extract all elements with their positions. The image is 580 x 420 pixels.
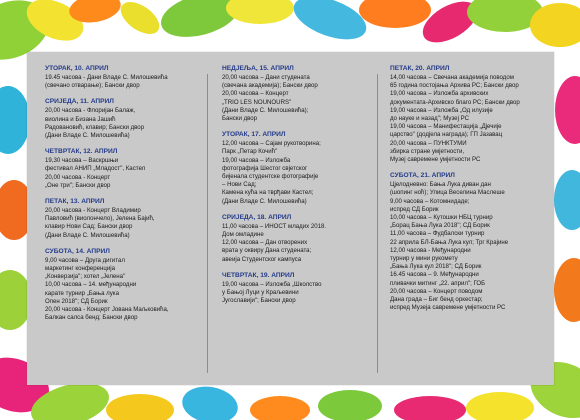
day-title: УТОРАК, 10. АПРИЛ — [45, 65, 109, 72]
event-line: 22 априла БЛ-Бања Лука кул; Трг Крајине — [390, 238, 509, 246]
event-line: фестивал АНИП „Младост", Кастел — [45, 165, 146, 173]
event-line: Музеј савремене умјетности РС — [390, 156, 481, 164]
event-line: документата-Архивско благо РС; Бански двор — [390, 98, 520, 106]
day-block — [390, 64, 550, 164]
event-line: карате турнир „Бања лука — [45, 289, 119, 297]
day-title: ЧЕТВРТАК, 12. АПРИЛ — [45, 148, 118, 156]
event-line: 9,00 часова – Друга дигитал — [45, 256, 125, 264]
event-line: 20,00 часова - Концерт Јована Маљковића, — [45, 306, 169, 314]
event-line: 10,00 часова – 14. међународни — [45, 281, 137, 289]
event-line: 10,00 часова – Кутошки НБЦ турнир — [390, 214, 493, 222]
event-line: виолина и Бизана Јашић — [45, 115, 116, 123]
event-line: испред СД Борик — [390, 205, 439, 213]
day-title: ЧЕТВРТАК, 19. АПРИЛ — [222, 271, 295, 279]
event-line: 12,00 часова - Међународни — [390, 246, 471, 254]
event-line: клавир Нови Сад; Бански двор — [45, 223, 133, 231]
event-line: (свечана академија); Бански двор — [222, 82, 318, 90]
day-block — [45, 197, 195, 240]
event-line: 20,00 часова – Концерт поводом — [390, 287, 483, 295]
day-block — [222, 64, 372, 123]
day-title: ПЕТАК, 13. АПРИЛ — [45, 198, 105, 206]
event-line: 12,00 часова – Сајам рукотворина; — [222, 140, 321, 148]
event-line: Дана града – Биг бенд оркестар; — [390, 296, 483, 304]
day-title: ПЕТАК, 20. АПРИЛ — [390, 65, 450, 72]
event-line: (шопинг ноћ); Улица Веселина Маслеше — [390, 189, 505, 197]
day-block — [390, 171, 550, 312]
column-divider — [207, 74, 208, 373]
day-title: НЕДЈЕЉА, 15. АПРИЛ — [222, 65, 294, 72]
event-line: пливачки митинг „22. април"; ГОБ — [390, 279, 486, 287]
event-line: збирка стране умјетности, — [390, 147, 465, 155]
event-line: Балкан салса бенд; Бански двор — [45, 314, 138, 322]
event-line: бијенала студентске фотографије — [222, 173, 319, 181]
event-line: 20,00 часова - Флоријан Балаж, — [45, 107, 136, 115]
event-line: 20,00 часова – ПУНКТУМИ — [390, 139, 467, 147]
event-line: „Оне три"; Бански двор — [45, 181, 111, 189]
event-line: 16.45 часова – 9. Међународни — [390, 271, 479, 279]
event-line: Дом омладине — [222, 231, 264, 239]
day-block — [222, 130, 372, 206]
event-line: 19,30 часова – Васкршњи — [45, 157, 119, 165]
event-line: 11,00 часова – Фудбалски турнир — [390, 230, 485, 238]
event-line: фотографија Шестог свјетског — [222, 164, 308, 172]
event-line: 9,00 часова – Котомнидаде; — [390, 197, 470, 205]
event-line: 19,00 часова – Изложба — [222, 156, 291, 164]
event-line: 20,00 часова - Концерт Владимир — [45, 207, 141, 215]
day-title: СУБОТА, 14. АПРИЛ — [45, 247, 110, 255]
event-line: Парк „Петар Кочић" — [222, 148, 278, 156]
event-line: авеија Студентског кампуса — [222, 255, 302, 263]
event-line: до науке и назад"; Музеј РС — [390, 115, 470, 123]
event-line: 19,00 часова – Изложба „Школство — [222, 280, 322, 288]
program-column-2 — [222, 64, 372, 377]
event-line: (Дани Владе С. Милошевића) — [45, 231, 130, 239]
event-line: царство" (додјела награда); ГП Јазавац — [390, 131, 503, 139]
day-block — [222, 213, 372, 264]
event-line: 65 година постојања Архива РС; Бански двор — [390, 82, 519, 90]
event-line: 11,00 часова – ИНОСТ младих 2018. — [222, 222, 327, 230]
day-title: СРИЈЕДА, 11. АПРИЛ — [45, 98, 114, 106]
day-block — [45, 247, 195, 323]
day-title: УТОРАК, 17. АПРИЛ — [222, 131, 286, 139]
day-block — [45, 97, 195, 140]
day-title: СУБОТА, 21. АПРИЛ — [390, 172, 455, 180]
event-line: Опен 2018"; СД Борик — [45, 297, 108, 305]
event-line: Бански двор — [222, 115, 258, 123]
day-block — [45, 64, 195, 90]
day-title: СРИЈЕДА, 18. АПРИЛ — [222, 213, 292, 221]
event-line: – Нови Сад; — [222, 181, 257, 189]
event-line: 19.45 часова - Дани Владе С. Милошевића — [45, 74, 168, 81]
event-line: турнир у мини рукомету — [390, 255, 458, 263]
event-line: испред Музеја савремене умјетности РС — [390, 304, 506, 312]
event-line: 20,00 часова - Концерт — [45, 173, 111, 181]
event-line: (Дани Владе С. Милошевића); — [222, 106, 309, 114]
event-line: (свечано отварање); Бански двор — [45, 82, 140, 90]
event-line: 19,00 часова – Изложба „Од илузије — [390, 106, 493, 114]
event-line: 20,00 часова – Концерт — [222, 90, 289, 98]
event-line: 12,00 часова – Дан отворених — [222, 239, 308, 247]
day-block — [222, 271, 372, 306]
event-line: Цјелодневно: Бања Лука диван дан — [390, 181, 491, 189]
event-line: Павловић (виолончело), Јелена Бајић, — [45, 215, 155, 223]
event-line: маркетинг конференција — [45, 265, 116, 273]
program-panel — [27, 52, 554, 385]
column-divider — [377, 74, 378, 373]
event-line: „TRIO LES NOUNOURS" — [222, 98, 292, 106]
event-line: „Бања Лука кул 2018"; СД Борик — [390, 263, 482, 271]
event-line: Радовановић, клавир; Бански двор — [45, 123, 145, 131]
event-line: „Борац Бања Лука 2018"; СД Борик — [390, 222, 490, 230]
event-line: 20,00 часова – Дани студената — [222, 74, 310, 81]
event-line: „Конверзија"; хотел „Јелена" — [45, 273, 126, 281]
event-line: врата у оквиру Дана студената; — [222, 247, 312, 255]
event-line: 19,00 часова – Манифестација „Дјечије — [390, 123, 502, 131]
program-column-1 — [45, 64, 195, 377]
event-line: Камена кућа на тврђави Кастел; — [222, 189, 314, 197]
event-line: (Дани Владе С. Милошевића) — [222, 197, 307, 205]
event-line: 19,00 часова – Изложба архивских — [390, 90, 489, 98]
event-line: у Бањој Луци у Краљевини — [222, 289, 299, 297]
event-line: 14,00 часова – Свечана академија поводом — [390, 74, 514, 81]
program-column-3 — [390, 64, 550, 377]
event-line: Југославији"; Бански двор — [222, 297, 296, 305]
day-block — [45, 147, 195, 190]
event-line: (Дани Владе С. Милошевића) — [45, 132, 130, 140]
